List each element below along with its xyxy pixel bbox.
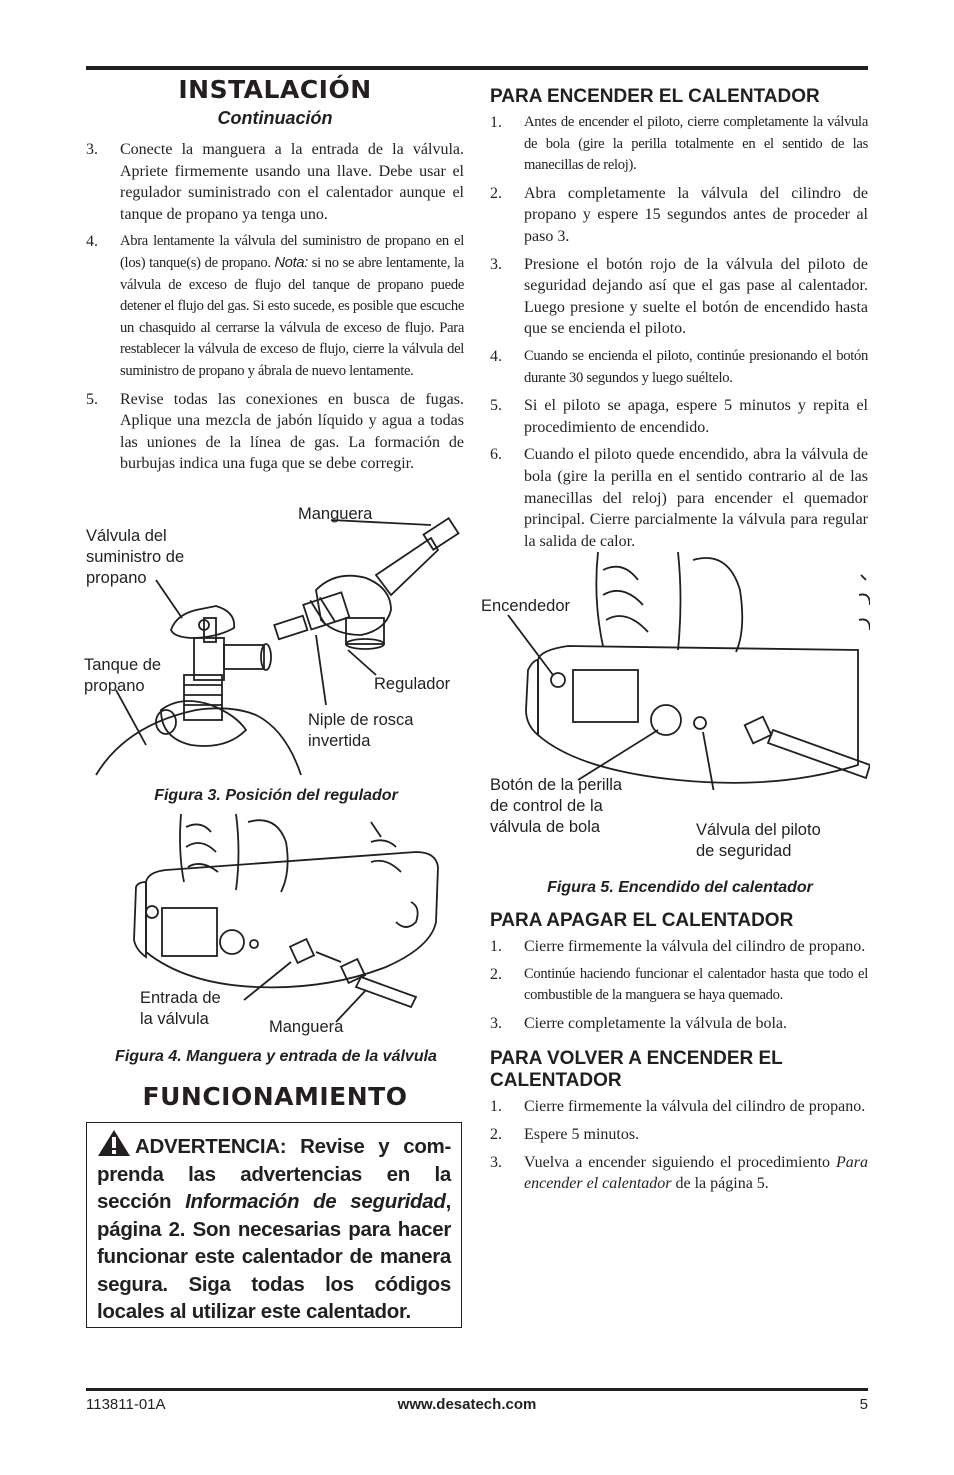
footer-website-link[interactable]: www.desatech.com [397,1396,537,1413]
heater-lighting-illustration [478,550,870,790]
list-item: 3. Cierre completamente la válvula de bola. [490,1014,787,1032]
section-title-installation: INSTALACIÓN [178,75,372,104]
list-item: 5. Si el piloto se apaga, espere 5 minutos y repita el procedimiento de encendido. [490,397,868,436]
right-column-lower [490,910,868,1201]
list-item: 1. Cierre firmemente la válvula del cilindro de propano. [490,938,866,955]
list-item: 1. Antes de encender el piloto, cierre completamente la válvula de bola (gire la perilla totalmente en el sentido de las manecillas de reloj). [490,114,868,174]
label-hose: Manguera [298,505,373,523]
figure-5-caption: Figura 5. Encendido del calentador [547,879,813,896]
label-supply-valve: Válvula del suministro de propano [86,527,185,587]
label-hose: Manguera [269,1018,344,1036]
figure-3-caption: Figura 3. Posición del regulador [154,787,398,804]
right-column [490,86,868,558]
list-item: 2. Abra completamente la válvula del cilindro de propano y espere 15 segundos antes de proceder al paso 3. [490,184,868,245]
figure-5 [478,550,870,900]
relight-steps [490,1096,868,1194]
installation-steps [86,139,464,475]
procedure-reference: Para encender el calentador [524,1153,869,1193]
figure-3 [86,500,466,815]
warning-reference: Información de seguridad [185,1190,446,1213]
warning-triangle-icon [97,1129,131,1157]
footer-page-number: 5 [859,1396,868,1413]
list-item: 6. Cuando el piloto quede encendido, abra la válvula de bola (gire la perilla en el sentido contrario al de las manecillas del reloj) para encender el quemador principal. Cierre parcialmente la válvula para regular la salida de calor. [490,446,868,550]
list-item: 5. Revise todas las conexiones en busca de fugas. Aplique una mezcla de jabón líquido y agua a todas las uniones de la línea de gas. La formación de burbujas indica una fuga que se debe corregir. [86,390,464,473]
warning-tail: , página 2. Son necesarias para hacer funcionar este calentador de manera segura. Siga todas los códigos locales al utilizar este calentador. [97,1190,451,1323]
top-rule [86,66,868,70]
label-safety-pilot-valve: Válvula del piloto de seguridad [696,821,821,860]
list-item: 2. Espere 5 minutos. [490,1125,640,1143]
footer-document-code: 113811-01A [86,1396,166,1413]
heading-turn-off-heater: PARA APAGAR EL CALENTADOR [490,910,794,931]
label-igniter: Encendedor [481,597,570,615]
turn-off-steps [490,936,868,1034]
label-regulator: Regulador [374,675,451,693]
list-item: 3. Vuelva a encender siguiendo el procedimiento Para encender el calentador de la página 5. [490,1153,869,1193]
note-label: Nota: [274,254,308,271]
label-ball-valve-knob: Botón de la perilla de control de la válvula de bola [490,776,623,836]
figure-4 [86,812,466,1077]
figure-4-caption: Figura 4. Manguera y entrada de la válvula [115,1048,437,1065]
list-item: 2. Continúe haciendo funcionar el calentador hasta que todo el combustible de la manguera se haya quemado. [490,965,868,1004]
warning-box [86,1122,462,1328]
warning-lead: ADVERTENCIA: Revise y com-prenda las advertencias en la sección [97,1135,451,1213]
list-item: 1. Cierre firmemente la válvula del cilindro de propano. [490,1098,866,1116]
left-column [86,76,464,481]
heading-relight-heater: PARA VOLVER A ENCENDER EL CALENTADOR [490,1048,783,1092]
bottom-rule [86,1388,868,1391]
section-subtitle: Continuación [217,108,333,128]
light-steps [490,112,868,552]
label-propane-tank: Tanque de propano [84,656,162,695]
label-valve-inlet: Entrada de la válvula [140,989,221,1028]
list-item: 4. Cuando se encienda el piloto, continúe presionando el botón durante 30 segundos y luego suéltelo. [490,347,868,386]
section-title-operation: FUNCIONAMIENTO [142,1082,408,1111]
list-item: 4. Abra lentamente la válvula del suministro de propano en el (los) tanque(s) de propano. Nota: si no se abre lentamente, la válvula de exceso de flujo del tanque de propano puede detener el flujo del gas. Si esto sucede, es posible que escuche un chasquido al cerrarse la válvula de exceso de flujo. Para restablecer la válvula de exceso de flujo, cierre la válvula del suministro de propano y ábrala de nuevo lentamente. [86,233,464,379]
label-inverted-nipple: Niple de rosca invertida [308,711,414,750]
list-item: 3. Presione el botón rojo de la válvula del piloto de seguridad dejando así que el gas pase al calentador. Luego presione y suelte el botón de encendido hasta que se encienda el piloto. [490,255,868,338]
heading-light-heater: PARA ENCENDER EL CALENTADOR [490,86,820,107]
list-item: 3. Conecte la manguera a la entrada de la válvula. Apriete firmemente usando una llave. Debe usar el regulador suministrado con el calentador aunque el tanque de propano ya tenga uno. [86,141,464,223]
